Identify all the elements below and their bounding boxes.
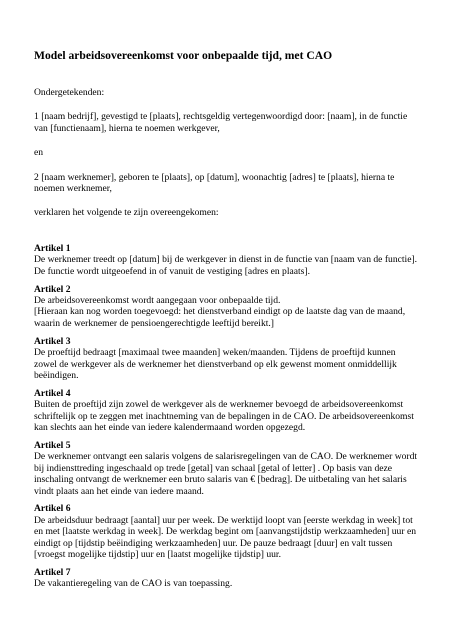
article-title: Artikel 2 (34, 283, 71, 295)
article-4 (34, 388, 419, 434)
article-5 (34, 440, 419, 497)
article-text: De vakantieregeling van de CAO is van toepassing. (34, 578, 233, 590)
intro-and: en (34, 147, 44, 159)
article-text: Buiten de proeftijd zijn zowel de werkgever als de werknemer bevoegd de arbeidsovereenkomst schriftelijk op te zeggen met inachtneming van de bepalingen in de CAO. De arbeidsovereenkomst kan slechts aan het einde van iedere kalendermaand worden opgezegd. (34, 399, 414, 434)
article-text: De arbeidsduur bedraagt [aantal] uur per week. De werktijd loopt van [eerste werkdag in week] tot en met [laatste werkdag in week]. De werkdag begint om [aanvangstijdstip werkzaamheden] uur en eindigt op [tijdstip beëindiging werkzaamheden] uur. De pauze bedraagt [duur] en valt tussen [vroegst mogelijke tijdstip] uur en [laatst mogelijke tijdstip] uur. (34, 514, 417, 561)
intro-party-employer: 1 [naam bedrijf], gevestigd te [plaats], rechtsgeldig vertegenwoordigd door: [naam], in de functie van [functienaam], hierna te noemen werkgever, (34, 111, 408, 134)
article-text: [Hieraan kan nog worden toegevoegd: het dienstverband eindigt op de laatste dag van de maand, waarin de werknemer de pensioengerechtigde leeftijd bereikt.] (34, 306, 406, 329)
article-title: Artikel 4 (34, 387, 71, 399)
article-1 (34, 243, 419, 277)
article-text: De functie wordt uitgeoefend in of vanuit de vestiging [adres en plaats]. (34, 265, 310, 277)
article-text: De werknemer ontvangt een salaris volgens de salarisregelingen van de CAO. De werknemer wordt bij indiensttreding ingeschaald op trede [getal] van schaal [getal of letter] . Op basis van deze inschaling ontvangt de werknemer een bruto salaris van € [bedrag]. De uitbetaling van het salaris vindt plaats aan het einde van iedere maand. (34, 451, 418, 497)
article-7 (34, 567, 419, 590)
article-text: De werknemer treedt op [datum] bij de werkgever in dienst in de functie van [naam van de functie]. (34, 254, 418, 266)
article-3 (34, 336, 419, 382)
article-title: Artikel 5 (34, 439, 71, 451)
article-6 (34, 503, 419, 560)
article-title: Artikel 7 (34, 567, 71, 578)
article-title: Artikel 1 (34, 242, 71, 254)
intro-party-employee: 2 [naam werknemer], geboren te [plaats], op [datum], woonachtig [adres] te [plaats], hierna te noemen werknemer, (34, 171, 395, 195)
article-text: De arbeidsovereenkomst wordt aangegaan voor onbepaalde tijd. (34, 294, 281, 306)
article-title: Artikel 6 (34, 503, 71, 515)
document-title: Model arbeidsovereenkomst voor onbepaalde tijd, met CAO (34, 49, 333, 62)
article-2 (34, 284, 419, 330)
article-text: De proeftijd bedraagt [maximaal twee maanden] weken/maanden. Tijdens de proeftijd kunnen zowel de werkgever als de werknemer het dienstverband op elk gewenst moment onmiddellijk beëindigen. (34, 347, 397, 381)
article-title: Artikel 3 (34, 335, 71, 347)
intro-opening: Ondergetekenden: (34, 87, 105, 98)
intro-declaration: verklaren het volgende te zijn overeengekomen: (34, 207, 219, 219)
